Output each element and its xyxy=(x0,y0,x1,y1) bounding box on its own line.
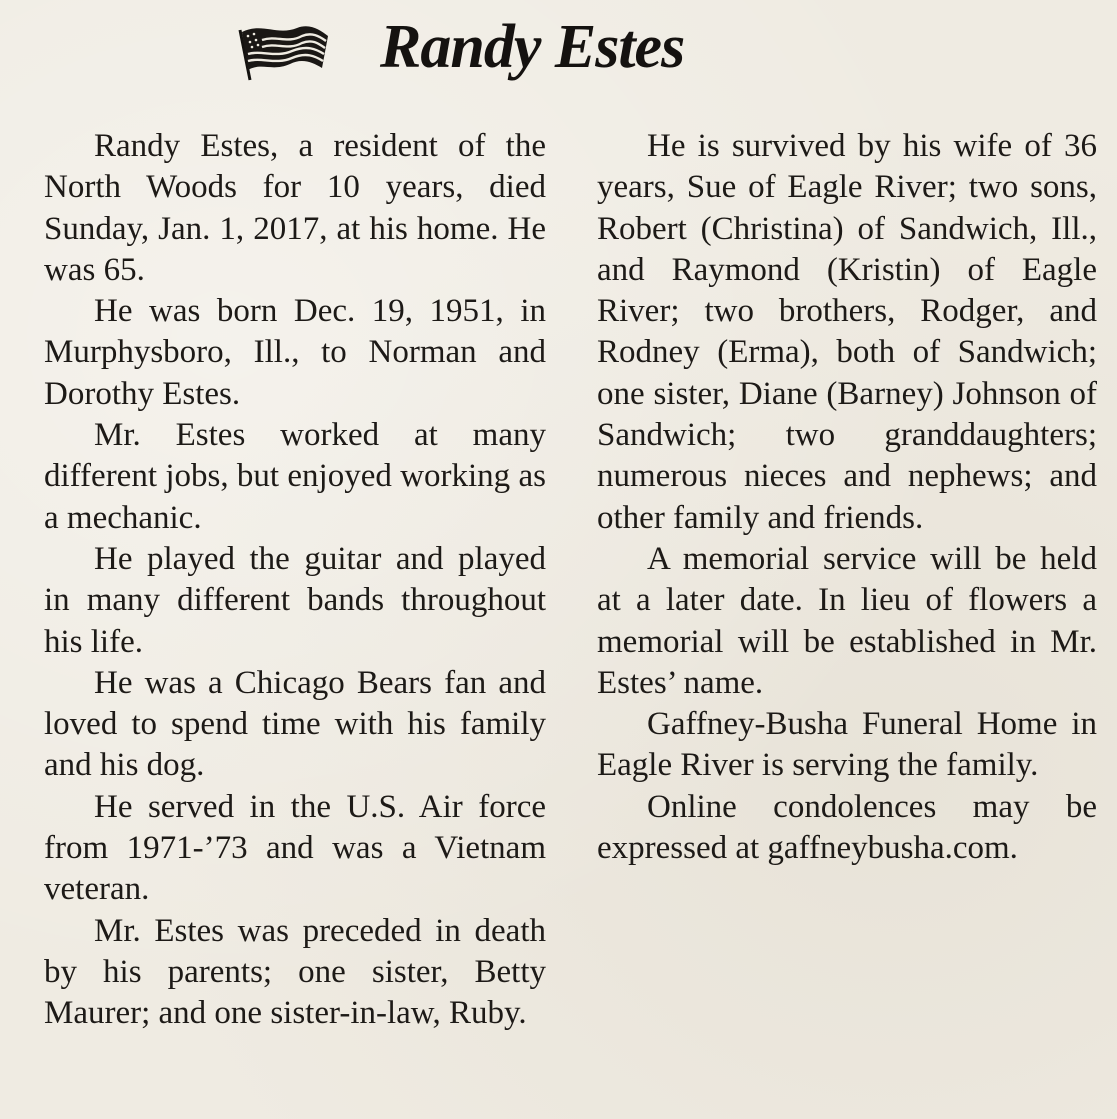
paragraph-residence: Randy Estes, a resident of the North Woods for 10 years, died Sunday, Jan. 1, 2017, at his home. He was 65. xyxy=(44,128,546,288)
paragraph-funeral-home: Gaffney-Busha Funeral Home in Eagle River is serving the family. xyxy=(597,706,1097,784)
paragraph-memorial: A memorial service will be held at a later date. In lieu of flowers a memorial will be established in Mr. Estes’ name. xyxy=(597,540,1097,701)
right-column xyxy=(597,126,1097,869)
american-flag-icon xyxy=(232,20,332,86)
paragraph-service: He served in the U.S. Air force from 1971-’73 and was a Vietnam veteran. xyxy=(44,788,546,908)
obituary-title: Randy Estes xyxy=(380,13,685,81)
paragraph-birth: He was born Dec. 19, 1951, in Murphysboro, Ill., to Norman and Dorothy Estes. xyxy=(44,293,546,412)
paragraph-survivors: He is survived by his wife of 36 years, Sue of Eagle River; two sons, Robert (Christina) of Sandwich, Ill., and Raymond (Kristin) of Eagle River; two brothers, Rodger, and Rodney (Erma), both of Sandwich; one sister, Diane (Barney) Johnson of Sandwich; two granddaughters; numerous nieces and nephews; and other family and friends. xyxy=(597,128,1097,536)
obituary-header xyxy=(0,8,1117,88)
paragraph-preceded: Mr. Estes was preceded in death by his parents; one sister, Betty Maurer; and one sister-in-law, Ruby. xyxy=(44,912,546,1032)
paragraph-hobbies: He was a Chicago Bears fan and loved to spend time with his family and his dog. xyxy=(44,664,546,784)
left-column xyxy=(44,126,546,1035)
paragraph-condolences: Online condolences may be expressed at gaffneybusha.com. xyxy=(597,788,1097,867)
paragraph-guitar: He played the guitar and played in many different bands throughout his life. xyxy=(44,540,546,660)
paragraph-work: Mr. Estes worked at many different jobs, but enjoyed working as a mechanic. xyxy=(44,417,546,536)
